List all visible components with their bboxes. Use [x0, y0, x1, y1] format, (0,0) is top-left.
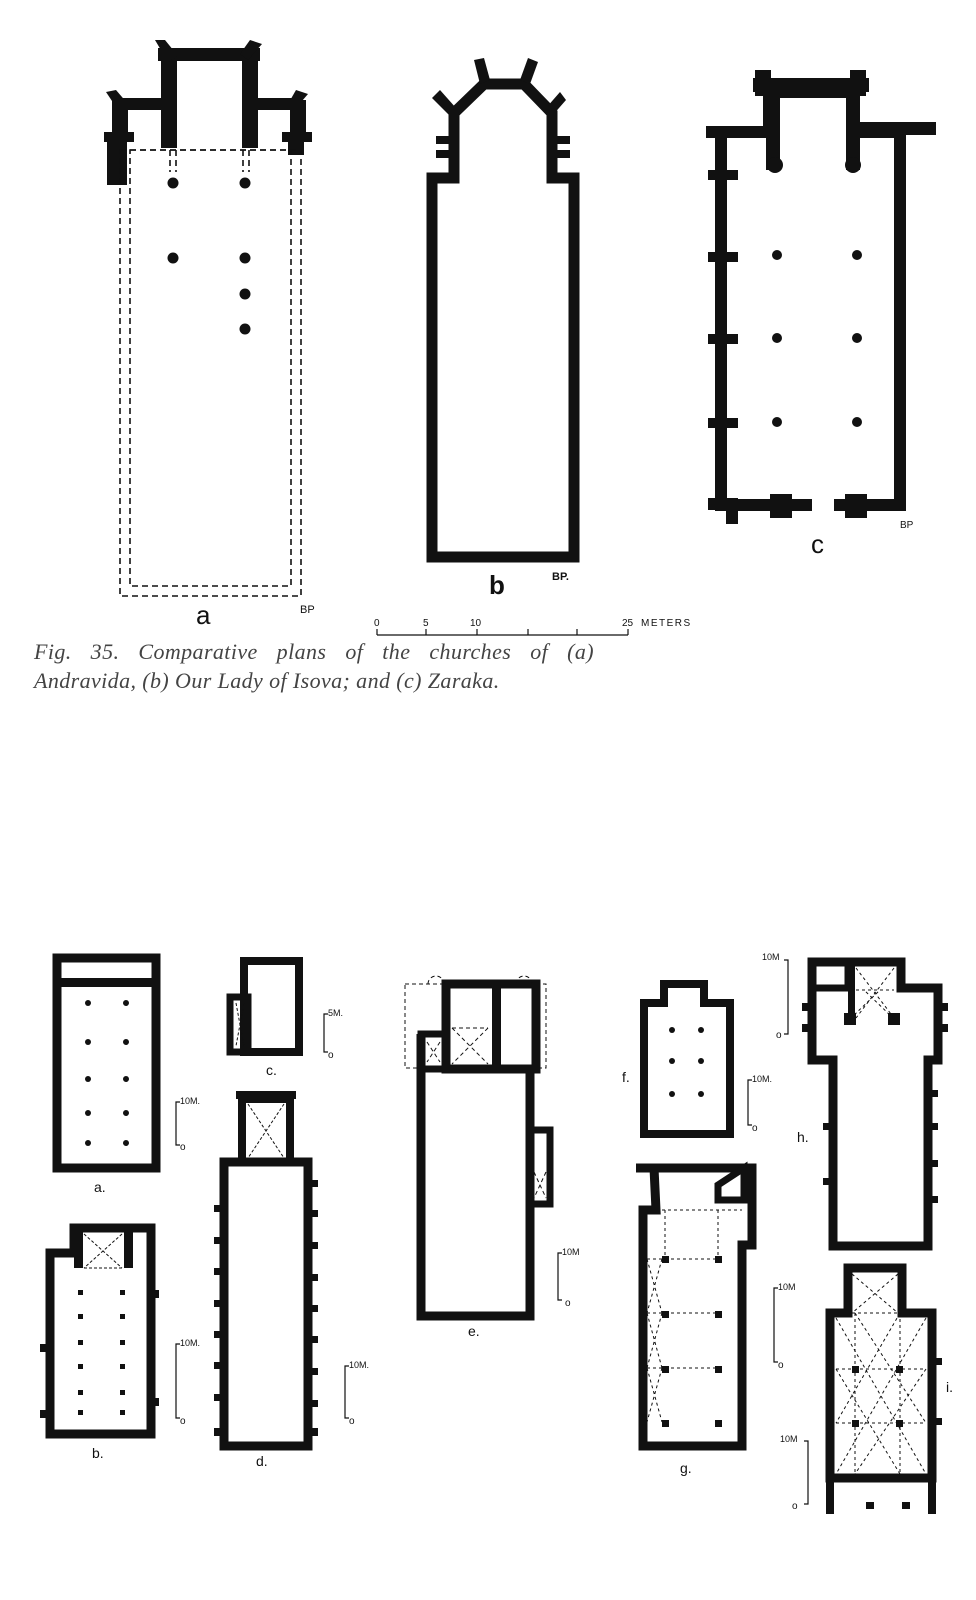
plan-small-f: [644, 984, 730, 1134]
plan-small-g: [636, 1168, 752, 1446]
plan-small-e: [405, 976, 550, 1316]
scale-bar-e: [558, 1253, 562, 1300]
plan-c-label: c: [811, 529, 824, 559]
scale-bar-f: [748, 1080, 752, 1125]
plan-small-b-label: b.: [92, 1445, 104, 1461]
scale-bar-c-zero: o: [328, 1050, 334, 1061]
scale-bar-b-zero: o: [180, 1416, 186, 1427]
plan-small-h-label: h.: [797, 1129, 809, 1145]
plan-small-f-label: f.: [622, 1069, 630, 1085]
scale-bar-c-label: 5M.: [328, 1008, 344, 1018]
plan-small-a-label: a.: [94, 1179, 106, 1195]
plan-small-a: [57, 958, 156, 1168]
scale-bar-h: [784, 960, 788, 1034]
scale-bar-g: [774, 1288, 778, 1362]
plan-c-initials: BP: [900, 520, 914, 531]
figure-caption: Fig. 35. Comparative plans of the churches of (a) Andravida, (b) Our Lady of Isova; and (c) Zaraka.: [34, 639, 594, 693]
scale-bar-a: [176, 1102, 180, 1145]
scale-bar-g-zero: o: [778, 1360, 784, 1371]
plan-small-c: [230, 961, 299, 1052]
plan-b-isova: [432, 58, 574, 557]
scale-bar-b: [176, 1344, 180, 1418]
scale-bar-i-zero: o: [792, 1501, 798, 1512]
scale-bar-h-zero: o: [776, 1030, 782, 1041]
scale-bar-d-zero: o: [349, 1416, 355, 1427]
plan-a-initials: BP: [300, 604, 315, 616]
plan-small-e-label: e.: [468, 1323, 480, 1339]
scale-tick-25: 25: [622, 618, 634, 629]
scale-bar-c: [324, 1014, 328, 1052]
scale-tick-10: 10: [470, 618, 482, 629]
plan-small-i-label: i.: [946, 1379, 953, 1395]
scale-bar-i-label: 10M: [780, 1434, 798, 1444]
plan-small-b: [40, 1228, 159, 1434]
scale-bar-g-label: 10M: [778, 1282, 796, 1292]
scale-bar-f-label: 10M.: [752, 1074, 773, 1084]
plan-small-c-label: c.: [266, 1062, 277, 1078]
scale-bar-e-zero: o: [565, 1298, 571, 1309]
plan-b-initials: BP.: [552, 571, 569, 583]
scale-bar-e-label: 10M: [562, 1247, 580, 1257]
plan-small-g-label: g.: [680, 1460, 692, 1476]
plan-small-d: [214, 1091, 318, 1446]
plan-small-d-label: d.: [256, 1453, 268, 1469]
scale-tick-5: 5: [423, 618, 429, 629]
scale-bar-a-label: 10M.: [180, 1096, 201, 1106]
plan-small-i: [826, 1268, 942, 1514]
scale-unit: METERS: [641, 618, 692, 629]
plan-c-zaraka: [706, 70, 936, 524]
plan-a-label: a: [196, 600, 211, 630]
plan-a-andravida: [104, 40, 312, 335]
scale-bar-h-label: 10M: [762, 952, 780, 962]
scale-bar-d-label: 10M.: [349, 1360, 370, 1370]
plan-small-h: [802, 962, 948, 1246]
scale-bar-i: [804, 1441, 808, 1504]
plan-a-dashed-outline: [120, 150, 301, 596]
meter-scale-bar: [377, 629, 628, 635]
scale-bar-d: [345, 1366, 349, 1418]
plan-b-label: b: [489, 570, 505, 600]
scale-bar-f-zero: o: [752, 1123, 758, 1134]
scale-bar-a-zero: o: [180, 1142, 186, 1153]
scale-tick-0: 0: [374, 618, 380, 629]
scale-bar-b-label: 10M.: [180, 1338, 201, 1348]
